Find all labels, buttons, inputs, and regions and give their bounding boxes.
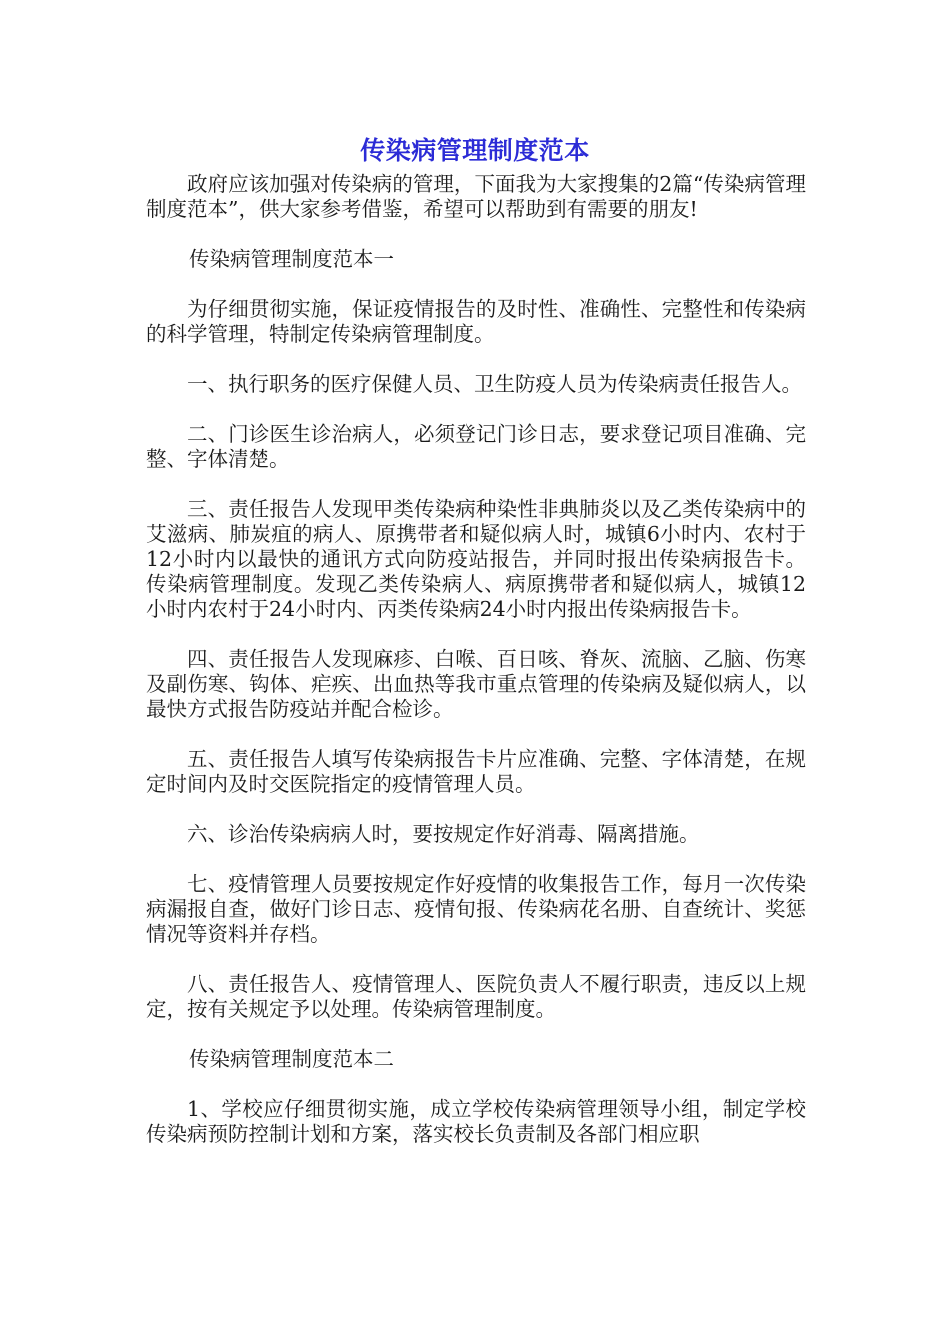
paragraph: 二、门诊医生诊治病人，必须登记门诊日志，要求登记项目准确、完整、字体清楚。: [146, 422, 806, 471]
intro-paragraph: 政府应该加强对传染病的管理，下面我为大家搜集的2篇“传染病管理制度范本”，供大家参考借鉴，希望可以帮助到有需要的朋友!: [146, 172, 806, 221]
paragraph: 五、责任报告人填写传染病报告卡片应准确、完整、字体清楚，在规定时间内及时交医院指定的疫情管理人员。: [146, 747, 806, 796]
paragraph: 八、责任报告人、疫情管理人、医院负责人不履行职责，违反以上规定，按有关规定予以处理。传染病管理制度。: [146, 972, 806, 1021]
paragraph: 三、责任报告人发现甲类传染病种染性非典肺炎以及乙类传染病中的艾滋病、肺炭疽的病人、原携带者和疑似病人时，城镇6小时内、农村于12小时内以最快的通讯方式向防疫站报告，并同时报出传染病报告卡。传染病管理制度。发现乙类传染病人、病原携带者和疑似病人，城镇12小时内农村于24小时内、丙类传染病24小时内报出传染病报告卡。: [146, 497, 806, 621]
document-body: [146, 172, 806, 1172]
document-title: 传染病管理制度范本: [360, 136, 590, 165]
paragraph: 一、执行职务的医疗保健人员、卫生防疫人员为传染病责任报告人。: [187, 372, 802, 396]
section-heading-two: 传染病管理制度范本二: [189, 1047, 395, 1071]
paragraph: 七、疫情管理人员要按规定作好疫情的收集报告工作，每月一次传染病漏报自查，做好门诊日志、疫情旬报、传染病花名册、自查统计、奖惩情况等资料并存档。: [146, 872, 806, 946]
paragraph: 1、学校应仔细贯彻实施，成立学校传染病管理领导小组，制定学校传染病预防控制计划和方案，落实校长负责制及各部门相应职: [146, 1097, 806, 1146]
paragraph: 为仔细贯彻实施，保证疫情报告的及时性、准确性、完整性和传染病的科学管理，特制定传染病管理制度。: [146, 297, 806, 346]
section-heading-one: 传染病管理制度范本一: [189, 247, 395, 271]
paragraph: 四、责任报告人发现麻疹、白喉、百日咳、脊灰、流脑、乙脑、伤寒及副伤寒、钩体、疟疾、出血热等我市重点管理的传染病及疑似病人，以最快方式报告防疫站并配合检诊。: [146, 647, 806, 721]
paragraph: 六、诊治传染病病人时，要按规定作好消毒、隔离措施。: [187, 822, 700, 846]
